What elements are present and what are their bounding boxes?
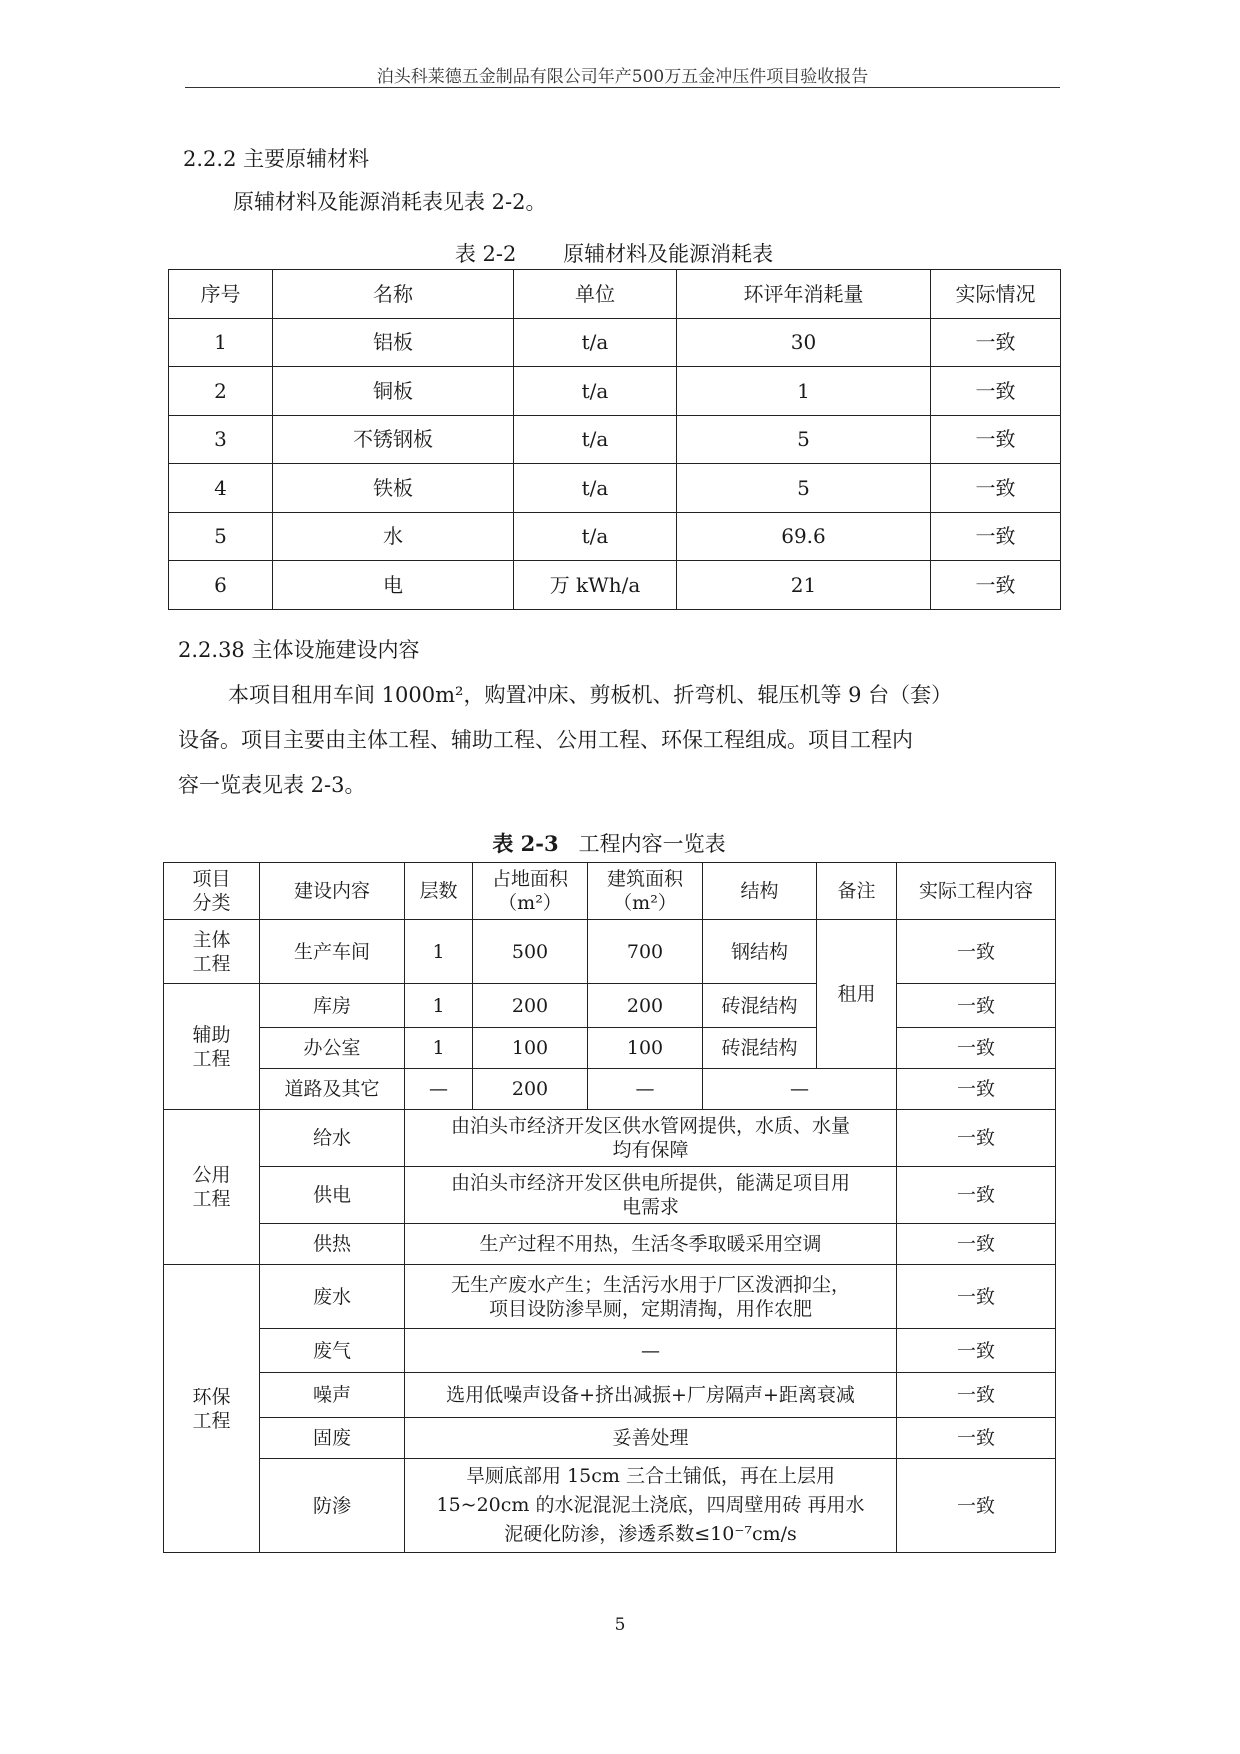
cell: 一致 — [897, 1224, 1056, 1265]
cell: — — [703, 1069, 897, 1110]
cell: 供电 — [260, 1167, 405, 1224]
page-number: 5 — [614, 1615, 626, 1635]
cell: 100 — [588, 1028, 703, 1069]
desc-line: 由泊头市经济开发区供电所提供，能满足项目用 — [450, 1172, 850, 1194]
table-row — [169, 318, 1061, 367]
category-text: 工程 — [192, 1047, 231, 1070]
cell: 一致 — [897, 1459, 1056, 1553]
cell: 防渗 — [260, 1459, 405, 1553]
section-heading-2-2-2: 2.2.2 主要原辅材料 — [183, 147, 370, 171]
table-row — [164, 1373, 1056, 1418]
header-text: 分类 — [192, 892, 231, 914]
cell: 给水 — [260, 1110, 405, 1167]
desc-line: 电需求 — [621, 1196, 679, 1218]
para-line-2: 设备。项目主要由主体工程、辅助工程、公用工程、环保工程组成。项目工程内 — [178, 728, 913, 752]
desc-line: 无生产废水产生；生活污水用于厂区泼洒抑尘， — [450, 1273, 850, 1296]
cell: 1 — [169, 318, 273, 367]
category-text: 环保 — [192, 1385, 231, 1408]
cell: 5 — [677, 464, 931, 513]
header-cell: 实际情况 — [931, 270, 1061, 319]
cell: — — [588, 1069, 703, 1110]
description-cell: 选用低噪声设备+挤出减振+厂房隔声+距离衰减 — [405, 1373, 897, 1418]
table-header-row — [164, 863, 1056, 920]
running-header: 泊头科莱德五金制品有限公司年产500万五金冲压件项目验收报告 — [376, 67, 869, 87]
para-line-3: 容一览表见表 2-3。 — [178, 773, 366, 797]
cell: 固废 — [260, 1418, 405, 1459]
table-header-row — [169, 270, 1061, 319]
cell: 供热 — [260, 1224, 405, 1265]
cell: t/a — [514, 512, 677, 561]
cell: 一致 — [897, 1373, 1056, 1418]
cell: 6 — [169, 561, 273, 610]
cell: 200 — [473, 984, 588, 1028]
cell: 废水 — [260, 1265, 405, 1329]
table-row — [169, 561, 1061, 610]
description-cell — [405, 1459, 897, 1553]
table-row — [169, 512, 1061, 561]
para-line-1: 本项目租用车间 1000m²，购置冲床、剪板机、折弯机、辊压机等 9 台（套） — [228, 683, 953, 707]
cell: t/a — [514, 318, 677, 367]
cell: — — [405, 1069, 473, 1110]
cell: 2 — [169, 367, 273, 416]
table-row — [164, 1224, 1056, 1265]
cell: 4 — [169, 464, 273, 513]
table-2-2-caption — [168, 238, 1060, 268]
category-cell — [164, 1265, 260, 1553]
header-build-area — [588, 863, 703, 920]
header-text: （m²） — [613, 892, 677, 914]
table-row — [164, 1418, 1056, 1459]
header-content: 建设内容 — [260, 863, 405, 920]
cell: 废气 — [260, 1329, 405, 1373]
cell: 一致 — [931, 512, 1061, 561]
header-text: （m²） — [498, 892, 562, 914]
cell: 100 — [473, 1028, 588, 1069]
cell: 1 — [405, 920, 473, 984]
desc-line: 泥硬化防渗，渗透系数≤10⁻⁷cm/s — [504, 1523, 797, 1545]
description-cell: — — [405, 1329, 897, 1373]
header-cell: 环评年消耗量 — [677, 270, 931, 319]
description-cell — [405, 1110, 897, 1167]
cell: 5 — [677, 415, 931, 464]
category-text: 工程 — [192, 1409, 231, 1432]
table-2-2-title: 原辅材料及能源消耗表 — [563, 242, 774, 266]
cell: 铜板 — [273, 367, 514, 416]
table-row — [164, 1329, 1056, 1373]
table-row — [164, 1459, 1056, 1553]
table-row — [164, 984, 1056, 1028]
cell: 5 — [169, 512, 273, 561]
section-intro: 原辅材料及能源消耗表见表 2-2。 — [233, 190, 547, 214]
cell: 一致 — [897, 1110, 1056, 1167]
header-floors: 层数 — [405, 863, 473, 920]
table-row — [164, 1110, 1056, 1167]
table-row — [169, 464, 1061, 513]
cell: 一致 — [897, 1265, 1056, 1329]
description-cell — [405, 1167, 897, 1224]
cell: 铁板 — [273, 464, 514, 513]
cell: t/a — [514, 464, 677, 513]
cell: 一致 — [931, 367, 1061, 416]
cell: 砖混结构 — [703, 1028, 817, 1069]
cell: 库房 — [260, 984, 405, 1028]
cell: 砖混结构 — [703, 984, 817, 1028]
description-cell — [405, 1224, 897, 1265]
cell: t/a — [514, 415, 677, 464]
header-remark: 备注 — [817, 863, 897, 920]
cell: 200 — [588, 984, 703, 1028]
cell: 办公室 — [260, 1028, 405, 1069]
table-row — [164, 1265, 1056, 1329]
section-heading-2-2-38: 2.2.38 主体设施建设内容 — [178, 638, 420, 662]
cell: 一致 — [897, 1069, 1056, 1110]
table-row — [164, 1028, 1056, 1069]
cell: 500 — [473, 920, 588, 984]
table-2-3-caption — [163, 828, 1055, 858]
cell: 一致 — [897, 1167, 1056, 1224]
desc-line: 旱厕底部用 15cm 三合土铺低，再在上层用 — [466, 1465, 835, 1487]
cell: 铝板 — [273, 318, 514, 367]
header-text: 占地面积 — [491, 868, 568, 890]
table-row — [169, 415, 1061, 464]
table-2-3-number: 表 2-3 — [492, 831, 559, 856]
cell: 一致 — [897, 984, 1056, 1028]
category-cell — [164, 1110, 260, 1265]
cell: 30 — [677, 318, 931, 367]
cell: 水 — [273, 512, 514, 561]
cell: 700 — [588, 920, 703, 984]
header-text: 项目 — [192, 868, 231, 890]
cell: t/a — [514, 367, 677, 416]
category-cell — [164, 984, 260, 1110]
description-cell: 妥善处理 — [405, 1418, 897, 1459]
cell: 1 — [677, 367, 931, 416]
category-text: 主体 — [192, 928, 231, 951]
table-row — [164, 1069, 1056, 1110]
category-text: 工程 — [192, 1188, 231, 1210]
cell: 一致 — [931, 561, 1061, 610]
cell: 21 — [677, 561, 931, 610]
table-row — [169, 367, 1061, 416]
cell: 3 — [169, 415, 273, 464]
cell: 一致 — [931, 318, 1061, 367]
category-text: 辅助 — [192, 1023, 231, 1046]
cell: 一致 — [931, 415, 1061, 464]
cell: 1 — [405, 984, 473, 1028]
header-actual: 实际工程内容 — [897, 863, 1056, 920]
cell: 道路及其它 — [260, 1069, 405, 1110]
table-2-3-title: 工程内容一览表 — [578, 832, 726, 856]
header-rule — [185, 87, 1060, 88]
description-cell — [405, 1265, 897, 1329]
header-cell: 单位 — [514, 270, 677, 319]
desc-line: 生产过程不用热，生活冬季取暖采用空调 — [479, 1233, 822, 1255]
table-2-2-number: 表 2-2 — [454, 242, 517, 266]
cell: 电 — [273, 561, 514, 610]
cell: 一致 — [897, 1028, 1056, 1069]
category-text: 公用 — [192, 1164, 231, 1186]
table-row — [164, 1167, 1056, 1224]
cell: 钢结构 — [703, 920, 817, 984]
materials-table — [168, 269, 1061, 610]
desc-line: 15~20cm 的水泥混泥土浇底，四周壁用砖 再用水 — [436, 1494, 865, 1516]
category-cell — [164, 920, 260, 984]
cell: 噪声 — [260, 1373, 405, 1418]
desc-line: 均有保障 — [612, 1139, 689, 1161]
header-cell: 序号 — [169, 270, 273, 319]
header-category — [164, 863, 260, 920]
table-row — [164, 920, 1056, 984]
cell: 200 — [473, 1069, 588, 1110]
cell: 一致 — [931, 464, 1061, 513]
header-text: 建筑面积 — [606, 868, 683, 890]
cell: 不锈钢板 — [273, 415, 514, 464]
cell: 一致 — [897, 1329, 1056, 1373]
remark-rent-cell: 租用 — [817, 920, 897, 1069]
header-structure: 结构 — [703, 863, 817, 920]
cell: 69.6 — [677, 512, 931, 561]
cell: 一致 — [897, 920, 1056, 984]
category-text: 工程 — [192, 952, 231, 975]
desc-line: 项目设防渗旱厕，定期清掏，用作农肥 — [488, 1297, 812, 1320]
cell: 万 kWh/a — [514, 561, 677, 610]
cell: 1 — [405, 1028, 473, 1069]
header-cell: 名称 — [273, 270, 514, 319]
cell: 一致 — [897, 1418, 1056, 1459]
cell: 生产车间 — [260, 920, 405, 984]
header-land-area — [473, 863, 588, 920]
desc-line: 由泊头市经济开发区供水管网提供，水质、水量 — [450, 1115, 850, 1137]
engineering-table — [163, 862, 1056, 1553]
